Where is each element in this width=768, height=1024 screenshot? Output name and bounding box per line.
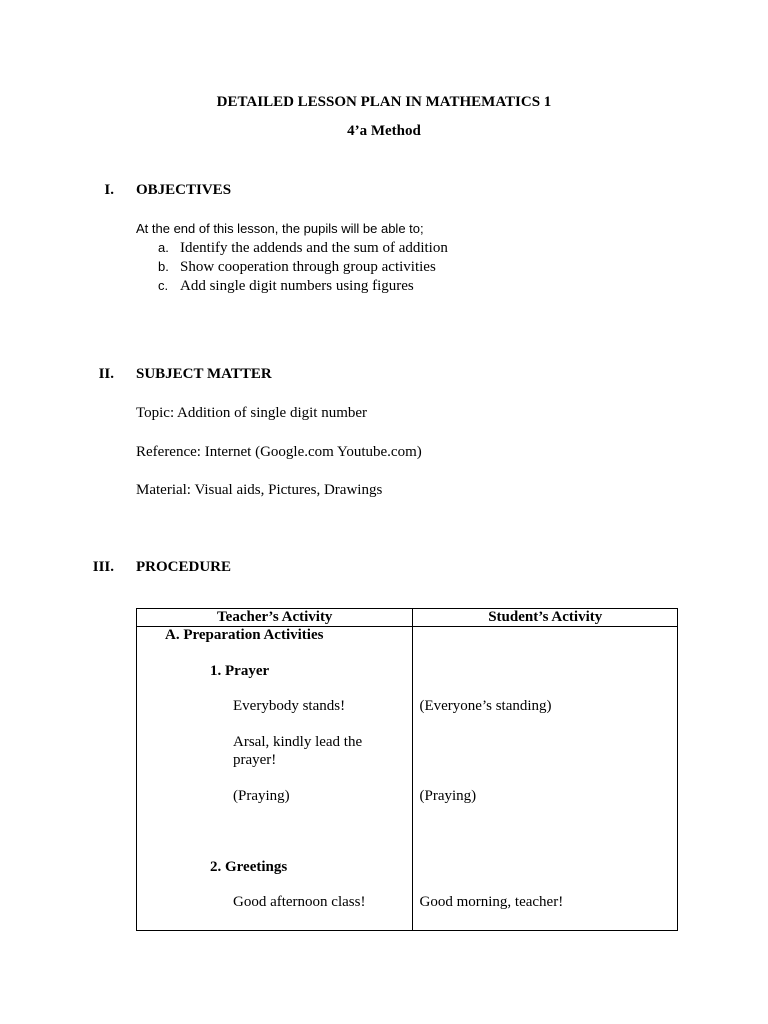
teacher-activity-cell	[137, 627, 413, 931]
objective-item-b	[158, 259, 436, 276]
procedure-numeral: III.	[92, 559, 114, 575]
objective-letter: c.	[158, 278, 169, 293]
student-activity-header: Student’s Activity	[413, 609, 678, 627]
subject-material: Material: Visual aids, Pictures, Drawings	[136, 482, 383, 498]
table-header-row	[137, 609, 678, 627]
table-row	[137, 627, 678, 931]
student-greeting: Good morning, teacher!	[419, 894, 564, 910]
teacher-everybody-stands: Everybody stands!	[233, 698, 346, 714]
objective-text: Identify the addends and the sum of addition	[180, 240, 448, 256]
subject-matter-heading: SUBJECT MATTER	[136, 366, 272, 382]
teacher-lead-prayer-line1: Arsal, kindly lead the	[233, 734, 363, 750]
procedure-table	[136, 608, 678, 931]
document-subtitle: 4’a Method	[347, 123, 421, 139]
subject-reference: Reference: Internet (Google.com Youtube.com)	[136, 444, 422, 460]
objectives-heading: OBJECTIVES	[136, 182, 232, 198]
document-title: DETAILED LESSON PLAN IN MATHEMATICS 1	[216, 94, 552, 110]
objective-letter: a.	[158, 240, 169, 255]
objective-text: Show cooperation through group activities	[180, 259, 436, 275]
objectives-numeral: I.	[104, 182, 114, 198]
procedure-heading: PROCEDURE	[136, 559, 232, 575]
objectives-intro: At the end of this lesson, the pupils will be able to;	[136, 221, 424, 236]
greetings-heading: 2. Greetings	[210, 859, 288, 875]
objective-item-a	[158, 240, 448, 257]
student-praying: (Praying)	[419, 788, 477, 804]
teacher-greeting: Good afternoon class!	[233, 894, 366, 910]
student-activity-cell	[413, 627, 678, 931]
subject-topic: Topic: Addition of single digit number	[136, 405, 368, 421]
objective-letter: b.	[158, 259, 169, 274]
objective-item-c	[158, 278, 414, 295]
objective-text: Add single digit numbers using figures	[180, 278, 414, 294]
teacher-lead-prayer-line2: prayer!	[233, 752, 277, 768]
subject-matter-numeral: II.	[98, 366, 114, 382]
prayer-heading: 1. Prayer	[210, 663, 270, 679]
section-a-heading: A. Preparation Activities	[165, 627, 324, 643]
teacher-praying: (Praying)	[233, 788, 290, 804]
student-everyone-standing: (Everyone’s standing)	[419, 698, 552, 714]
teacher-activity-header: Teacher’s Activity	[137, 609, 413, 627]
